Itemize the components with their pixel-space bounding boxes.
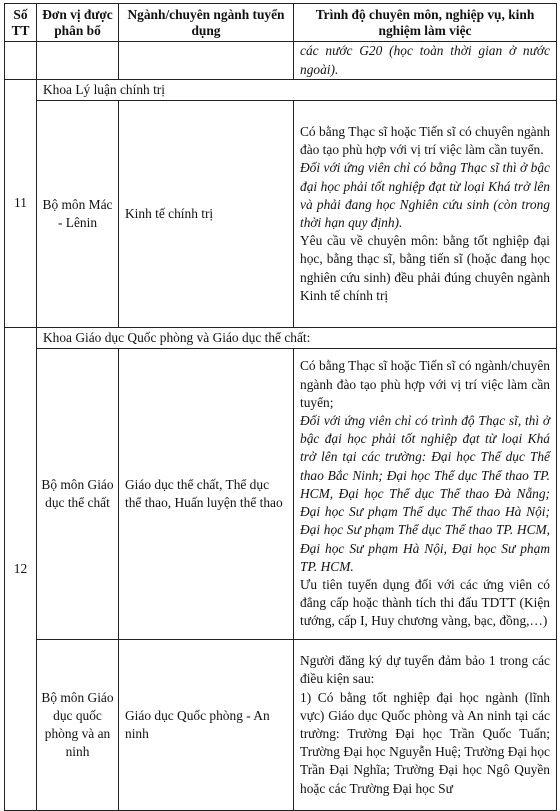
header-don-vi: Đơn vị được phân bổ xyxy=(37,4,119,42)
row-12-sub-1-major: Giáo dục thể chất, Thể dục thể thao, Huấn luyện thể thao xyxy=(119,349,294,640)
row-11-unit: Bộ môn Mác - Lênin xyxy=(37,101,119,328)
row-11-group-title: Khoa Lý luận chính trị xyxy=(37,80,557,101)
row-12-sub-2 xyxy=(5,640,557,811)
row-12-group xyxy=(5,328,557,349)
row-12-sub-1 xyxy=(5,349,557,640)
header-nganh: Ngành/chuyên ngành tuyển dụng xyxy=(119,4,294,42)
row-12-sub-1-req-p3: Ưu tiên tuyển dụng đối với các ứng viên có đẳng cấp hoặc thành tích thi đấu TDTT (Kiện tướng, cấp I, Huy chương vàng, bạc, đồng,…) xyxy=(300,576,550,629)
header-so-tt: Số TT xyxy=(5,4,37,42)
row-11-req-p1: Có bằng Thạc sĩ hoặc Tiến sĩ có chuyên ngành đào tạo phù hợp với vị trí việc làm cần tuyển. xyxy=(300,123,550,158)
row-12-sub-2-req-p1: Người đăng ký dự tuyển đảm bảo 1 trong các điều kiện sau: xyxy=(300,653,550,687)
row-11-group xyxy=(5,80,557,101)
row-11-requirements xyxy=(294,101,557,328)
row-12-sub-2-requirements xyxy=(294,640,557,811)
row-11-stt: 11 xyxy=(5,80,37,328)
row-12-sub-1-req-p2: Đối với ứng viên chỉ có trình độ Thạc sĩ, thì ở bậc đại học phải tốt nghiệp đạt từ loại Khá trở lên tại các trường: Đại học Thể dục Thể thao Bắc Ninh; Đại học Thể dục Thể thao TP. HCM, Đại học Thể dục Thể thao Đà Nẵng; Đại học Sư phạm Thể dục Thể thao Hà Nội; Đại học Sư phạm Thể dục Thể thao TP. HCM, Đại học Sư phạm Hà Nội, Đại học Sư phạm TP. HCM. xyxy=(300,413,550,574)
row-11-req-p2: Đối với ứng viên chỉ có bằng Thạc sĩ thì ở bậc đại học phải tốt nghiệp đạt từ loại Khá trở lên và phải đang học Nghiên cứu sinh (còn trong thời hạn quy định). xyxy=(300,160,550,230)
row-12-group-title: Khoa Giáo dục Quốc phòng và Giáo dục thể chất: xyxy=(37,328,557,349)
row-12-stt: 12 xyxy=(5,328,37,811)
continuation-text: các nước G20 (học toàn thời gian ở nước ngoài). xyxy=(294,42,557,80)
row-12-sub-1-req-p1: Có bằng Thạc sĩ hoặc Tiến sĩ có ngành/chuyên ngành đào tạo phù hợp với vị trí việc làm cần tuyển; xyxy=(300,358,550,410)
row-11-req-p3: Yêu cầu về chuyên môn: bằng tốt nghiệp đại học, bằng thạc sĩ, bằng tiến sĩ (hoặc đang học nghiên cứu sinh) đều phải đúng chuyên ngành Kinh tế chính trị xyxy=(300,233,550,303)
row-12-sub-2-req-p2: 1) Có bằng tốt nghiệp đại học ngành (lĩnh vực) Giáo dục Quốc phòng và An ninh tại các trường: Trường Đại học Trần Quốc Tuấn; Trường Đại học Nguyễn Huệ; Trường Đại học Trần Đại Nghĩa; Trường Đại học Ngô Quyền hoặc các Trường Đại học Sư xyxy=(300,689,550,796)
row-12-sub-1-unit: Bộ môn Giáo dục thể chất xyxy=(37,349,119,640)
table-header-row xyxy=(5,4,557,42)
recruitment-table xyxy=(4,3,557,811)
row-12-sub-1-requirements xyxy=(294,349,557,640)
row-12-sub-2-unit: Bộ môn Giáo dục quốc phòng và an ninh xyxy=(37,640,119,811)
row-12-sub-2-major: Giáo dục Quốc phòng - An ninh xyxy=(119,640,294,811)
continuation-row xyxy=(5,42,557,80)
header-trinh-do: Trình độ chuyên môn, nghiệp vụ, kinh nghiệm làm việc xyxy=(294,4,557,42)
row-11-detail xyxy=(5,101,557,328)
row-11-major: Kinh tế chính trị xyxy=(119,101,294,328)
